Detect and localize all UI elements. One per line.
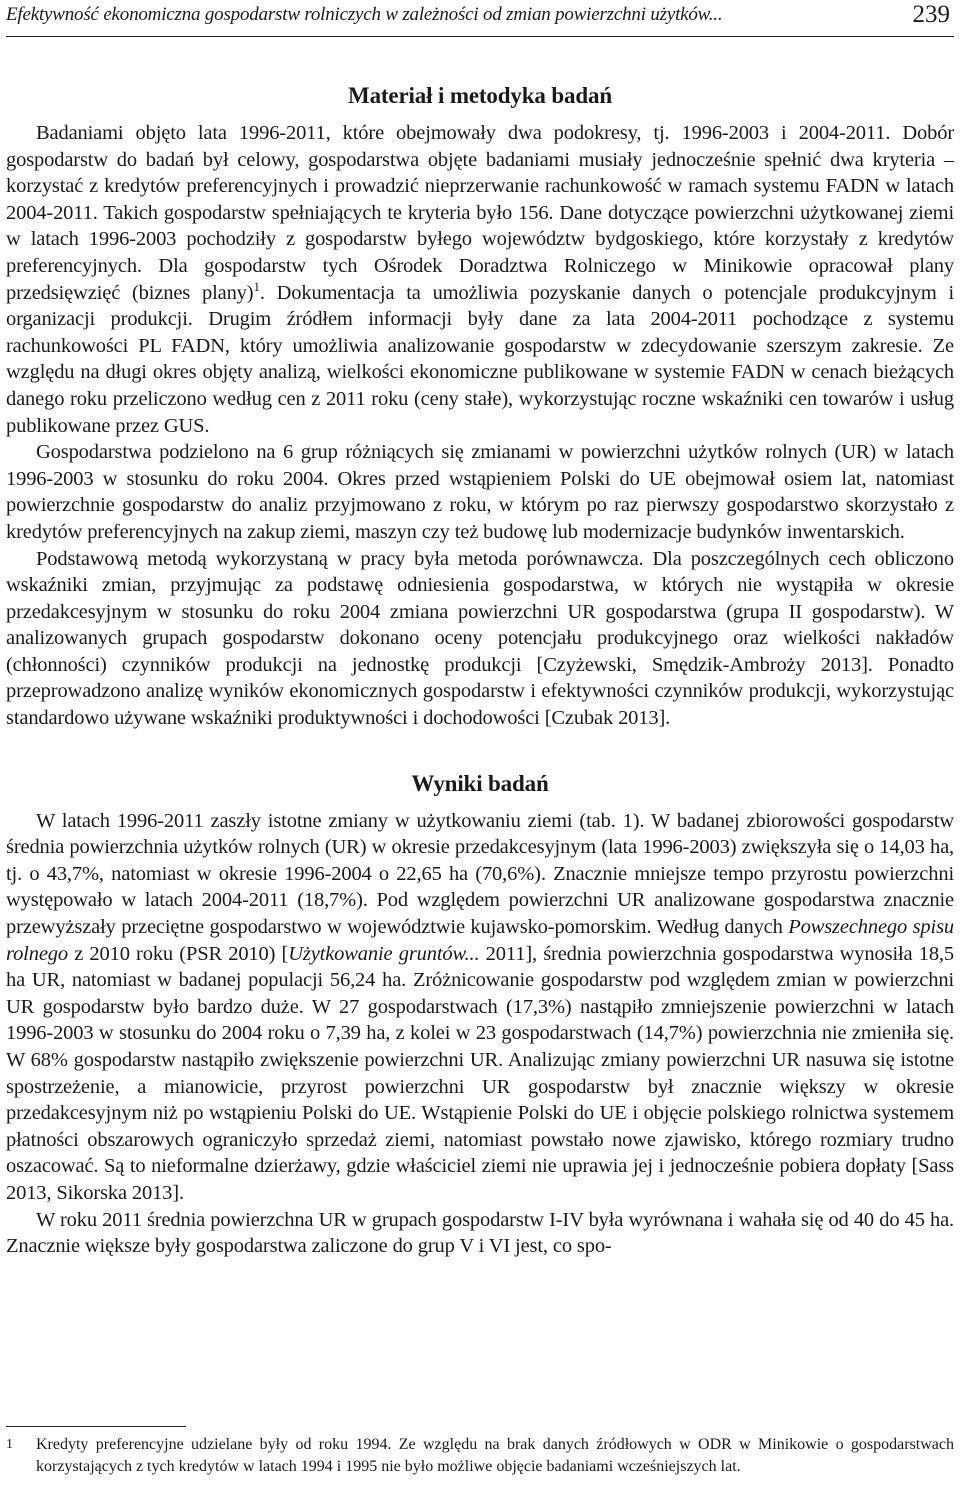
footnote-reference: 1: [253, 278, 260, 294]
paragraph-methods-3: Podstawową metodą wykorzystaną w pracy była metoda porównawcza. Dla poszczególnych cech obliczono wskaźniki zmian, przyjmując za podstawę odniesienia gospodarstwa, w których nie wystąpiła w okresie przedakcesyjnym w stosunku do roku 2004 zmiana powierzchni UR gospodarstwa (grupa II gospodarstw). W analizowanych grupach gospodarstw dokonano oceny potencjału produkcyjnego oraz wielkości nakładów (chłonności) czynników produkcji na jednostkę produkcji [Czyżewski, Smędzik-Ambroży 2013]. Ponadto przeprowadzono analizę wyników ekonomicznych gospodarstw i efektywności czynników produkcji, wykorzystując standardowo używane wskaźniki produktywności i dochodowości [Czubak 2013].: [6, 547, 954, 730]
footnote-rule: [6, 1426, 186, 1427]
footnote: [6, 1434, 954, 1478]
body-text: [6, 82, 954, 1260]
paragraph-text: W latach 1996-2011 zaszły istotne zmiany w użytkowaniu ziemi (tab. 1). W badanej zbiorowości gospodarstw średnia powierzchnia użytków rolnych (UR) w okresie przedakcesyjnym (lata 1996-2003) zwiększyła się o 14,03 ha, tj. o 43,7%, natomiast w okresie 1996-2004 o 22,65 ha (70,6%). Znacznie mniejsze tempo przyrostu powierzchni występowało w latach 2004-2011 (18,7%). Pod względem powierzchni UR analizowane gospodarstwa znacznie przewyższały przeciętne gospodarstwo w województwie kujawsko-pomorskim. Według danych: [6, 809, 954, 939]
paragraph-text: Badaniami objęto lata 1996-2011, które obejmowały dwa podokresy, tj. 1996-2003 i 2004-2011. Dobór gospodarstw do badań był celowy, gospodarstwa objęte badaniami musiały jednocześnie spełnić dwa kryteria – korzystać z kredytów preferencyjnych i prowadzić nieprzerwanie rachunkowość w ramach systemu FADN w latach 2004-2011. Takich gospodarstw spełniających te kryteria było 156. Dane dotyczące powierzchni użytkowanej ziemi w latach 1996-2003 pochodziły z gospodarstw byłego województw bydgoskiego, które korzystały z kredytów preferencyjnych. Dla gospodarstw tych Ośrodek Doradztwa Rolniczego w Minikowie opracował plany przedsięwzięć (biznes plany): [6, 122, 954, 304]
paragraph-methods-2: Gospodarstwa podzielono na 6 grup różniących się zmianami w powierzchni użytków rolnych (UR) w latach 1996-2003 w stosunku do roku 2004. Okres przed wstąpieniem Polski do UE obejmował osiem lat, natomiast powierzchnie gospodarstw do analiz przyjmowano z roku, w którym po raz pierwszy gospodarstwo skorzystało z kredytów preferencyjnych na zakup ziemi, maszyn czy też budowę lub modernizacje budynków inwentarskich.: [6, 441, 954, 543]
paragraph-methods-1: [6, 120, 954, 439]
page-number: 239: [912, 1, 950, 28]
paragraph-results-1: [6, 808, 954, 1207]
paragraph-text: z 2010 roku (PSR 2010) [: [67, 942, 289, 965]
italic-title: Powszechnego spisu rolnego: [6, 916, 955, 965]
italic-citation: Użytkowanie gruntów...: [288, 942, 480, 965]
paragraph-results-2: W roku 2011 średnia powierzchna UR w grupach gospodarstw I-IV była wyrównana i wahała się od 40 do 45 ha. Znacznie większe były gospodarstwa zaliczone do grup V i VI jest, co spo-: [6, 1208, 954, 1258]
footnote-mark: 1: [6, 1437, 13, 1452]
paragraph-text: . Dokumentacja ta umożliwia pozyskanie danych o potencjale produkcyjnym i organizacji produkcji. Drugim źródłem informacji były dane za lata 2004-2011 pochodzące z systemu rachunkowości PL FADN, który umożliwia analizowanie gospodarstw w zdecydowanie szerszym zakresie. Ze względu na długi okres objęty analizą, wielkości ekonomiczne publikowane w systemie FADN w cenach bieżących danego roku przeliczono według cen z 2011 roku (ceny stałe), wykorzystując roczne wskaźniki cen towarów i usług publikowane przez GUS.: [6, 281, 955, 437]
section-title-results: Wyniki badań: [411, 770, 549, 796]
footnote-text: Kredyty preferencyjne udzielane były od roku 1994. Ze względu na brak danych źródłowych w ODR w Minikowie o gospodarstwach korzystających z tych kredytów w latach 1994 i 1995 nie było możliwe objęcie badaniami wcześniejszych lat.: [36, 1436, 954, 1475]
header-rule: [6, 36, 954, 37]
section-title-methods: Materiał i metodyka badań: [348, 83, 612, 108]
running-title: Efektywność ekonomiczna gospodarstw rolniczych w zależności od zmian powierzchni użytków...: [6, 4, 723, 25]
running-header: [6, 2, 954, 36]
paragraph-text: 2011], średnia powierzchnia gospodarstwa wynosiła 18,5 ha UR, natomiast w badanej populacji 56,24 ha. Zróżnicowanie gospodarstw pod względem zmian w powierzchni UR gospodarstw było bardzo duże. W 27 gospodarstwach (17,3%) nastąpiło zmniejszenie powierzchni w latach 1996-2003 w stosunku do 2004 roku o 7,39 ha, z kolei w 23 gospodarstwach (14,7%) powierzchnia nie zmieniła się. W 68% gospodarstw nastąpiło zwiększenie powierzchni UR. Analizując zmiany powierzchni UR nasuwa się istotne spostrzeżenie, a mianowicie, przyrost powierzchni UR gospodarstw był znacznie większy w okresie przedakcesyjnym niż po wstąpieniu Polski do UE. Wstąpienie Polski do UE i objęcie polskiego rolnictwa systemem płatności obszarowych ograniczyło sprzedaż ziemi, natomiast powstało nowe zjawisko, którego rozmiary trudno oszacować. Są to nieformalne dzierżawy, gdzie właściciel ziemi nie uprawia jej i jednocześnie pobiera dopłaty [Sass 2013, Sikorska 2013].: [6, 942, 955, 1204]
